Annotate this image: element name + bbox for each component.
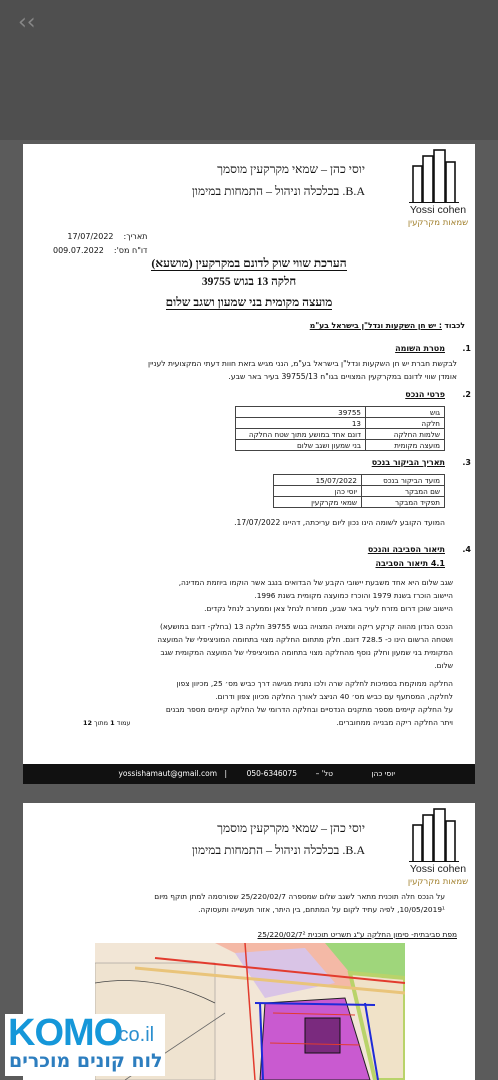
- title-line-1: הערכת שווי שוק לדונם במקרקעין (מושעא): [151, 256, 347, 270]
- footer-phone: 050-6346075: [246, 769, 297, 778]
- table-row: גוש 39755: [236, 407, 445, 418]
- buildings-logo-icon: [409, 148, 459, 203]
- section-3-heading: 3. תאריך הביקור בנכס: [371, 458, 471, 467]
- property-details-table: [235, 406, 445, 451]
- logo-name: Yossi cohen: [409, 863, 467, 875]
- company-logo: [405, 148, 469, 233]
- date-label: תאריך:: [123, 232, 148, 241]
- company-logo: [405, 807, 469, 892]
- environment-paragraph-3: החלקה ממוקמת בסמיכות לחלקה שרה ולכו נתנית מגישה דרך כביש מס׳ 25, מכיוון צפון לחלקה, המסתעף עם כביש מס׳ 40 הניצב לאורך החלקה מכיוון צפון ודרום. על החלקה קיימים מספר מתקנים הנדסיים ובחלקה הדרומי של החלקה קיימים מספר מבנים ויתר החלקה ריקה מבנייה ממחוברים.: [165, 679, 453, 727]
- footer-name: יוסי כהן: [371, 769, 395, 778]
- footer-phone-label: טל' –: [315, 769, 333, 778]
- report-value: 009.07.2022: [53, 246, 104, 255]
- komo-tld: .co.il: [113, 1024, 155, 1046]
- valuation-date-note: המועד הקובע לשומה הינו נכון ליום עריכתה, דהיינו 17/07/2022.: [234, 518, 445, 527]
- visit-details-table: [273, 474, 445, 508]
- komo-brand: KOMO: [8, 1012, 123, 1054]
- addressee: לכבוד : יש חן השקעות ונדל"ן בישראל בע"מ: [309, 321, 465, 330]
- title-line-2: חלקה 13 בגוש 39755: [201, 276, 297, 288]
- table-row: תפקיד המבקר שמאי מקרקעין: [274, 497, 445, 508]
- logo-tagline: שמאות מקרקעין: [407, 218, 469, 228]
- page-number: עמוד 1 מתוך 12: [83, 719, 131, 727]
- table-row: מועצה מקומית בני שמעון ושגב שלום: [236, 440, 445, 451]
- environment-paragraph-1: שגב שלום היא אחד משבעת יישובי הקבע של הבדואים בנגב אשר הוקמו ביוזמת המדינה, היישוב הוכרז בשנת 1979 והוכרז כמועצה מקומית בשנת 1996. היישוב שוכן דרום מזרח לעיר באר שבע, ממזרח לנחל צאן וממערב לנחל נקדים.: [178, 578, 453, 613]
- header-line-1: יוסי כהן – שמאי מקרקעין מוסמך: [217, 162, 365, 176]
- table-row: שם המבקר יוסי כהן: [274, 486, 445, 497]
- section-1-line-2: אומדן שווי לדונם במקרקעין המצויים בגו"ח 39755/13 בעיר באר שבע.: [228, 372, 457, 381]
- table-row: חלקה 13: [236, 418, 445, 429]
- section-1-line-1: לבקשת חברת יש חן השקעות ונדל"ן בישראל בע"מ, הנני מגיש בזאת חוות דעתי המקצועית לעניין: [148, 359, 457, 368]
- date-block: [53, 230, 147, 258]
- komo-slogan: לוח קונים מוכרים: [9, 1050, 163, 1072]
- viewer-topbar: [0, 0, 498, 140]
- section-4-1-heading: 4.1 תיאור הסביבה: [375, 559, 445, 568]
- header-line-1: יוסי כהן – שמאי מקרקעין מוסמך: [217, 821, 365, 835]
- report-label: דו"ח מס':: [113, 246, 148, 255]
- table-row: שלמות החלקה דונם אחד במושע מתוך שטח החלקה: [236, 429, 445, 440]
- buildings-logo-icon: [409, 807, 459, 862]
- section-4-heading: 4. תיאור הסביבה והנכס: [367, 545, 471, 554]
- back-arrow-icon[interactable]: ‹‹: [18, 10, 36, 35]
- header-line-2: B.A. בכלכלה וניהול – התמחות במימון: [191, 843, 365, 857]
- page-footer: [23, 764, 475, 784]
- table-row: מועד הביקור בנכס 15/07/2022: [274, 475, 445, 486]
- date-value: 17/07/2022: [67, 232, 114, 241]
- footer-email[interactable]: yossishamaut@gmail.com: [118, 769, 217, 778]
- environment-paragraph-2: הנכס הנדון מהווה קרקע ריקה ומצויה המצויה בגוש 39755 חלקה 13 (בחלק- דונם במושעא) ושטחה הרשום הינו כ- 728.5 דונם. חלק מתחום החלקה מצוי בתחומה המוניציפלי של המועצה המקומית בני שמעון וחלק נוסף מהחלקה מצוי בתחומה המוניציפלי של המועצה המקומית שגב שלום.: [157, 622, 453, 670]
- section-2-heading: 2. פרטי הנכס: [405, 390, 471, 399]
- title-line-3: מועצה מקומית בני שמעון ושגב שלום: [165, 295, 333, 309]
- plan-paragraph: על הנכס חלה תוכנית מתאר לשגב שלום שמספרה 25/220/02/7 שפורסמה למתן תוקף מיום 10/05/2019¹, לפיה עתיד לקום על המתחם, בין היתר, אזור תעשייה ותעסוקה.: [154, 892, 445, 914]
- logo-name: Yossi cohen: [409, 204, 467, 216]
- footer-separator: |: [224, 769, 227, 778]
- section-1-heading: 1. מטרת השומה: [395, 344, 471, 353]
- komo-watermark-logo: [5, 1014, 165, 1076]
- logo-tagline: שמאות מקרקעין: [407, 877, 469, 887]
- document-page-1: [23, 144, 475, 784]
- map-caption: מפת סביבתית- סימון החלקה ע"ג תשריט תוכנית 25/220/02/7²: [257, 930, 457, 939]
- header-line-2: B.A. בכלכלה וניהול – התמחות במימון: [191, 184, 365, 198]
